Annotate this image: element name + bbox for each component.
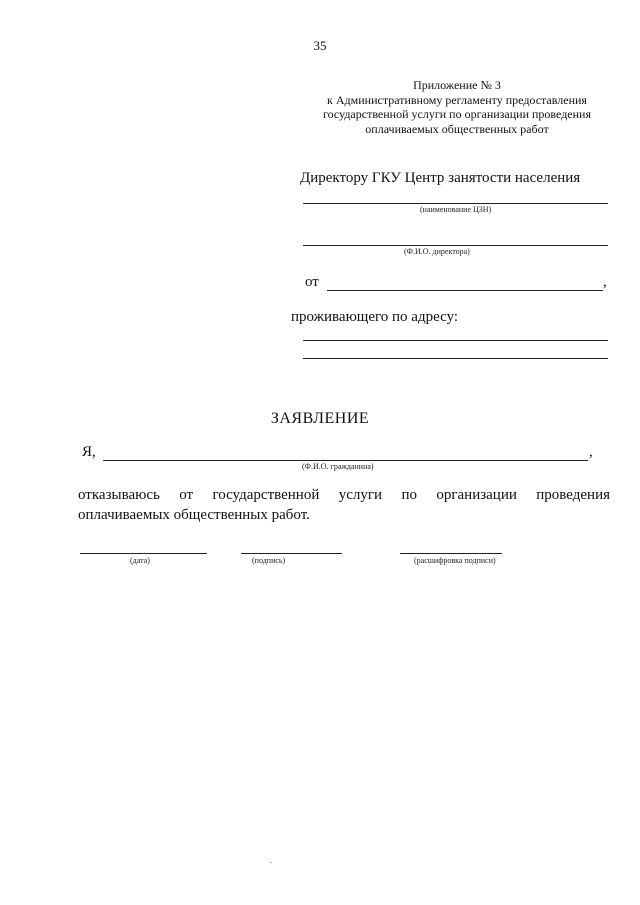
- statement-body: отказываюсь от государственной услуги по организации проведения оплачиваемых общественных работ.: [78, 487, 610, 523]
- appendix-header: [300, 78, 614, 136]
- czn-name-caption: (наименование ЦЗН): [420, 205, 492, 214]
- citizen-name-caption: (Ф.И.О. гражданина): [302, 462, 374, 471]
- document-title: ЗАЯВЛЕНИЕ: [270, 410, 370, 427]
- bottom-mark: .: [270, 856, 272, 865]
- address-field-line-1: [303, 340, 608, 341]
- date-field-line: [80, 553, 207, 554]
- page-number: 35: [313, 38, 327, 53]
- from-comma: ,: [603, 274, 607, 290]
- signature-decoding-caption: (расшифровка подписи): [414, 556, 496, 565]
- appendix-line-4: оплачиваемых общественных работ: [365, 121, 549, 136]
- i-comma: ,: [589, 444, 593, 460]
- i-label: Я,: [82, 444, 96, 460]
- appendix-line-3: государственной услуги по организации проведения: [322, 107, 591, 121]
- residing-address-label: проживающего по адресу:: [291, 309, 459, 325]
- appendix-line-2: к Административному регламенту предоставления: [327, 92, 587, 107]
- date-caption: (дата): [130, 556, 150, 565]
- addressee: Директору ГКУ Центр занятости населения: [300, 170, 581, 186]
- director-name-caption: (Ф.И.О. директора): [404, 247, 470, 256]
- director-name-field-line: [303, 245, 608, 246]
- from-label: от: [305, 274, 319, 290]
- signature-field-line: [241, 553, 342, 554]
- signature-caption: (подпись): [252, 556, 286, 565]
- signature-decoding-field-line: [400, 553, 502, 554]
- appendix-line-1: Приложение № 3: [413, 78, 501, 92]
- citizen-name-field-line: [103, 460, 588, 461]
- address-field-line-2: [303, 358, 608, 359]
- from-field-line: [327, 290, 603, 291]
- czn-name-field-line: [303, 203, 608, 204]
